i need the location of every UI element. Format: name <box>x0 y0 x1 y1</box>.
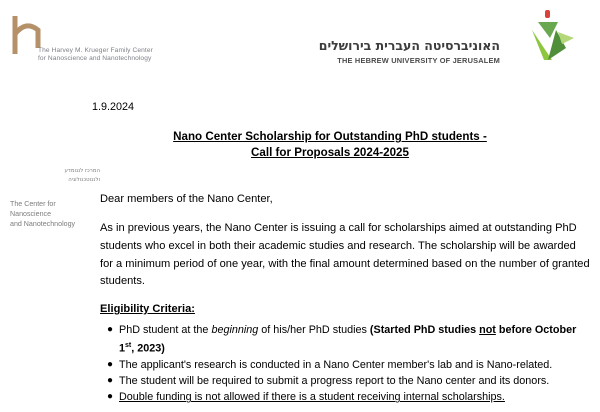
center-name-english-line2: Nanoscience <box>10 210 52 218</box>
krueger-center-name-line1: The Harvey M. Krueger Family Center <box>38 47 153 54</box>
center-name-hebrew <box>40 167 100 184</box>
center-name-english-line3: and Nanotechnology <box>10 220 76 228</box>
document-title-line2: Call for Proposals 2024-2025 <box>251 146 409 159</box>
eligibility-list <box>104 322 594 406</box>
bullet1-text-a: PhD student at the <box>119 324 212 336</box>
center-name-english <box>10 199 100 229</box>
center-name-english-line1: The Center for <box>10 200 56 208</box>
greeting: Dear members of the Nano Center, <box>100 193 273 205</box>
bullet-icon: ● <box>107 359 114 370</box>
bullet1-sup: st <box>125 342 132 350</box>
hebrew-university-emblem-icon <box>518 8 578 64</box>
bullet1-italic: beginning <box>211 324 259 336</box>
krueger-center-name-line2: for Nanoscience and Nanotechnology <box>38 55 152 62</box>
bullet1-bold-c: , 2023) <box>131 342 165 355</box>
bullet4-text: Double funding is not allowed if there is a student receiving internal scholarships. <box>119 391 505 404</box>
intro-paragraph: As in previous years, the Nano Center is issuing a call for scholarships aimed at outstanding PhD students who excel in both their academic studies and research. The scholarship will be awarded for a minimum period of one year, with the final amount determined based on the number of granted students. <box>100 222 590 288</box>
center-name-hebrew-line1: המרכז לננומדע <box>64 168 100 174</box>
university-name-hebrew: האוניברסיטה העברית בירושלים <box>318 38 500 53</box>
list-item <box>104 389 594 405</box>
bullet1-text-b: of his/her PhD studies <box>258 324 370 336</box>
bullet1-bold-not: not <box>479 324 496 336</box>
bullet1-bold-a: (Started PhD studies <box>369 324 480 336</box>
bullet2-text: The applicant's research is conducted in a Nano Center member's lab and is Nano-related. <box>119 359 553 371</box>
bullet-icon: ● <box>107 324 114 335</box>
hebrew-university-logo <box>318 8 592 68</box>
list-item <box>104 322 594 357</box>
bullet1-bold-b: before October 1 <box>119 324 577 355</box>
document-title <box>130 129 530 161</box>
document-title-line1: Nano Center Scholarship for Outstanding PhD students - <box>173 130 487 143</box>
list-item <box>104 373 594 389</box>
krueger-center-name <box>38 47 238 63</box>
bullet-icon: ● <box>107 375 114 387</box>
list-item <box>104 357 594 373</box>
bullet3-text: The student will be required to submit a progress report to the Nano center and its donors. <box>119 375 550 388</box>
document-date: 1.9.2024 <box>92 101 135 113</box>
center-name-hebrew-line2: ולננוטכנולוגיה <box>68 176 100 183</box>
eligibility-heading: Eligibility Criteria: <box>100 303 195 315</box>
university-name-english: THE HEBREW UNIVERSITY OF JERUSALEM <box>337 56 500 65</box>
bullet-icon: ● <box>107 391 114 403</box>
